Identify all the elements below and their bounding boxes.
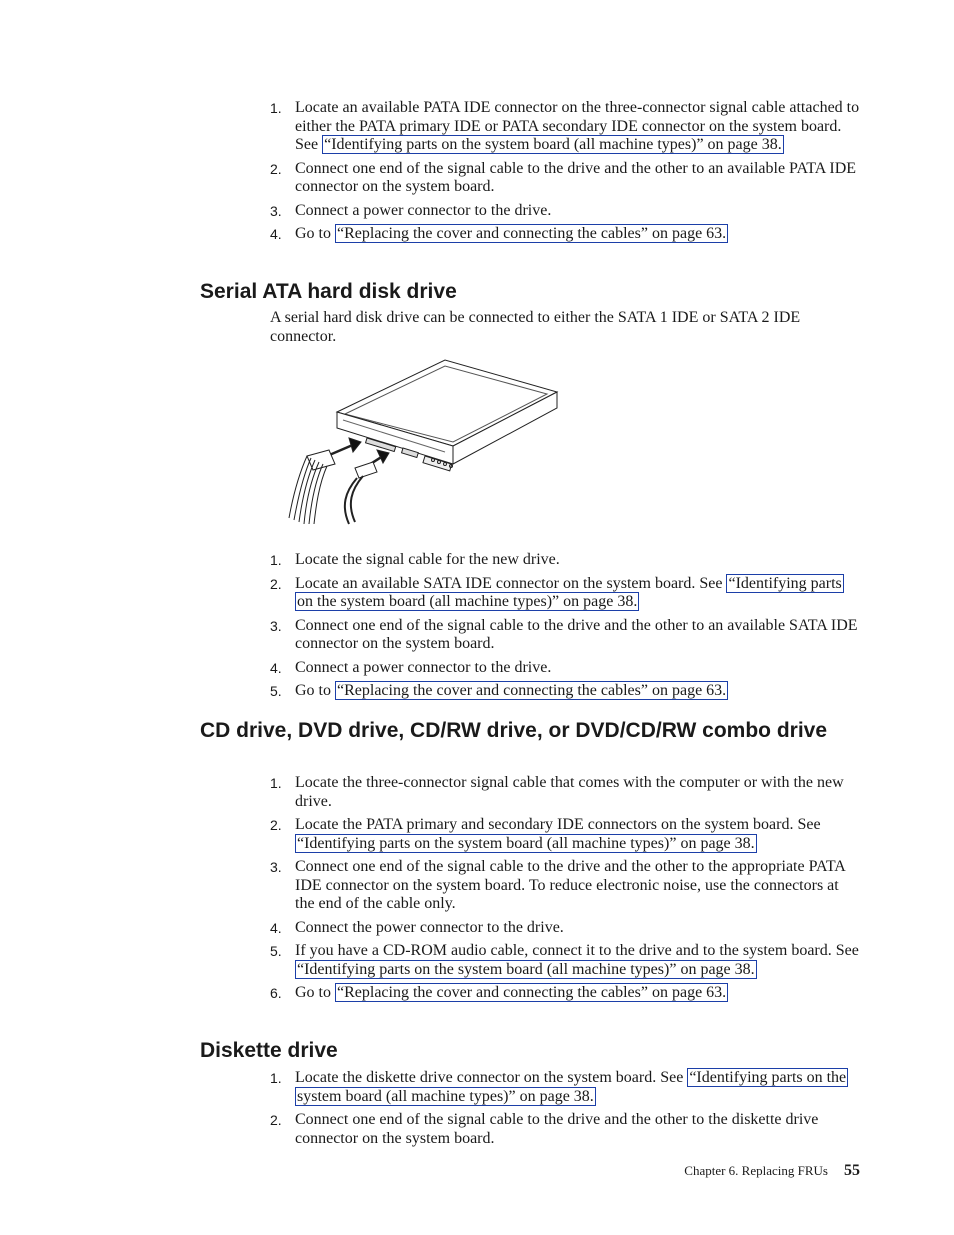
step-number: 1. xyxy=(270,100,282,116)
section-heading-sata: Serial ATA hard disk drive xyxy=(200,280,457,303)
list-item xyxy=(270,575,860,612)
list-item xyxy=(270,919,860,938)
step-text: Connect a power connector to the drive. xyxy=(295,201,552,219)
diskette-steps-list xyxy=(270,1069,860,1153)
step-number: 1. xyxy=(270,552,282,568)
step-number: 2. xyxy=(270,817,282,833)
step-number: 4. xyxy=(270,919,282,936)
section-heading-diskette: Diskette drive xyxy=(200,1039,338,1062)
sata-drive-illustration xyxy=(285,356,565,528)
identifying-parts-link[interactable]: “Identifying parts on the system board (all machine types)” on page 38. xyxy=(324,136,782,153)
list-item xyxy=(270,682,860,701)
sata-intro: A serial hard disk drive can be connected to either the SATA 1 IDE or SATA 2 IDE connector. xyxy=(270,309,801,345)
step-text: Locate an available PATA IDE connector on the three-connector signal cable attached to either the PATA primary IDE or PATA secondary IDE connector on the system board. See xyxy=(295,99,860,153)
list-item xyxy=(270,99,860,155)
step-text: Connect one end of the signal cable to the drive and the other to an available PATA IDE connector on the system board. xyxy=(295,159,857,195)
page-number: 55 xyxy=(844,1162,860,1179)
step-text: Locate the signal cable for the new drive. xyxy=(295,551,560,568)
step-number: 1. xyxy=(270,1070,282,1086)
chapter-label: Chapter 6. Replacing FRUs xyxy=(684,1163,828,1178)
identifying-parts-link[interactable]: “Identifying parts on the system board (all machine types)” on page 38. xyxy=(297,960,755,978)
identifying-parts-link[interactable]: “Identifying parts on the system board (all machine types)” on page 38. xyxy=(297,574,842,610)
step-text: If you have a CD-ROM audio cable, connect it to the drive and to the system board. See xyxy=(295,942,859,959)
list-item xyxy=(270,942,860,979)
step-number: 4. xyxy=(270,659,282,676)
step-number: 1. xyxy=(270,775,282,791)
step-text: Locate the three-connector signal cable that comes with the computer or with the new drive. xyxy=(295,774,844,810)
identifying-parts-link[interactable]: “Identifying parts on the system board (all machine types)” on page 38. xyxy=(297,834,755,852)
step-text: Connect the power connector to the drive. xyxy=(295,918,564,936)
step-text: Locate an available SATA IDE connector on the system board. See xyxy=(295,574,727,592)
step-text: Connect one end of the signal cable to the drive and the other to the appropriate PATA IDE connector on the system board. To reduce electronic noise, use the connectors at the end of the cable only. xyxy=(295,858,845,912)
step-text: Go to xyxy=(295,682,335,699)
list-item xyxy=(270,225,860,244)
list-item xyxy=(270,858,860,914)
step-text: Connect one end of the signal cable to the drive and the other to the diskette drive connector on the system board. xyxy=(295,1111,819,1147)
step-number: 3. xyxy=(270,617,282,634)
step-number: 2. xyxy=(270,1112,282,1128)
cd-steps-list xyxy=(270,774,860,1008)
sata-steps-list xyxy=(270,551,860,706)
list-item xyxy=(270,816,860,853)
step-text: Connect a power connector to the drive. xyxy=(295,658,552,676)
list-item xyxy=(270,1111,860,1148)
step-number: 3. xyxy=(270,859,282,875)
step-text: Go to xyxy=(295,984,335,1001)
page-footer xyxy=(684,1162,860,1180)
step-text: Locate the diskette drive connector on the system board. See xyxy=(295,1069,688,1086)
section-heading-cd: CD drive, DVD drive, CD/RW drive, or DVD/CD/RW combo drive xyxy=(200,719,828,742)
list-item xyxy=(270,1069,860,1106)
replacing-cover-link[interactable]: “Replacing the cover and connecting the cables” on page 63. xyxy=(337,682,727,699)
replacing-cover-link[interactable]: “Replacing the cover and connecting the cables” on page 63. xyxy=(337,984,727,1001)
step-number: 2. xyxy=(270,575,282,592)
pata-steps-list xyxy=(270,99,860,249)
list-item xyxy=(270,551,860,570)
step-text: Locate the PATA primary and secondary IDE connectors on the system board. See xyxy=(295,816,821,833)
step-text: Go to xyxy=(295,225,335,242)
list-item xyxy=(270,202,860,221)
step-number: 3. xyxy=(270,202,282,219)
step-text: Connect one end of the signal cable to the drive and the other to an available SATA IDE connector on the system board. xyxy=(295,616,858,652)
step-number: 5. xyxy=(270,683,282,699)
step-number: 2. xyxy=(270,160,282,177)
list-item xyxy=(270,160,860,197)
step-number: 6. xyxy=(270,985,282,1001)
step-number: 4. xyxy=(270,226,282,242)
replacing-cover-link[interactable]: “Replacing the cover and connecting the cables” on page 63. xyxy=(337,225,727,242)
list-item xyxy=(270,659,860,678)
list-item xyxy=(270,617,860,654)
list-item xyxy=(270,774,860,811)
step-number: 5. xyxy=(270,943,282,959)
identifying-parts-link[interactable]: “Identifying parts on the system board (all machine types)” on page 38. xyxy=(297,1069,847,1105)
list-item xyxy=(270,984,860,1003)
